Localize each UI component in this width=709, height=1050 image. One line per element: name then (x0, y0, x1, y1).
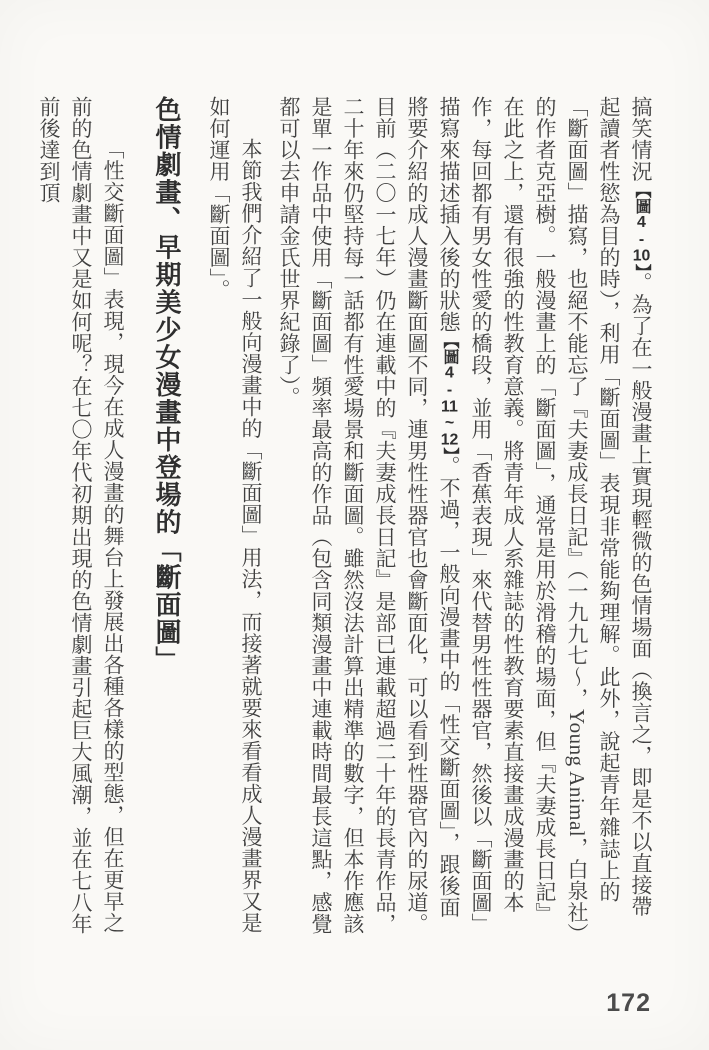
figure-icon: 圖 (441, 348, 458, 365)
figure-ref-4-10 (633, 182, 650, 272)
figure-icon: 圖 (633, 198, 650, 214)
figref-number: 4 (633, 214, 650, 231)
paragraph-2: 本節我們介紹了一般向漫畫中的「斷面圖」用法，而接著就要來看看成人漫畫界又是如何運用「斷面圖」。 (207, 96, 263, 934)
figref-number: 11 (441, 398, 458, 415)
page-number: 172 (606, 989, 651, 1017)
paragraph-text: 。為了在一般漫畫上實現輕微的色情場面（換言之，即是不以直接帶起讀者性慾為目的時），利用「斷面圖」表現非常能夠理解。此外，說起青年雜誌上的「斷面圖」描寫，也絕不能忘了『夫妻成長日記』（一九九七～，Young Animal，白泉社）的作者克亞樹。一般漫畫上的「斷面圖」，通常是用於滑稽的場面，但『夫妻成長日記』在此之上，還有很強的性教育意義。將青年成人系雜誌的性教育要素直接畫成漫畫的本作，每回都有男女性愛的橋段，並用「香蕉表現」來代替男性性器官，然後以「斷面圖」描寫來描述插入後的狀態 (437, 96, 653, 935)
figref-number: 12 (440, 431, 459, 448)
figref-open-bracket: 【 (633, 182, 650, 198)
figref-open-bracket: 【 (441, 332, 458, 349)
figref-tilde: ~ (441, 414, 458, 432)
figref-dash: - (633, 231, 650, 248)
figref-close-bracket: 】 (441, 447, 458, 456)
paragraph-3: 「性交斷面圖」表現，現今在成人漫畫的舞台上發展出各種各樣的型態，但在更早之前的色情劇畫中又是如何呢？在七〇年代初期出現的色情劇畫引起巨大風潮，並在七八年前後達到頂 (37, 96, 125, 935)
figure-ref-4-11-12 (441, 333, 458, 456)
paragraph-text: 搞笑情況 (629, 96, 653, 182)
figref-close-bracket: 】 (633, 264, 650, 272)
vertical-text-area (33, 96, 657, 938)
figref-dash: - (441, 381, 458, 399)
paragraph-1 (273, 96, 657, 938)
paragraph-text: 。不過，一般向漫畫中的「性交斷面圖」，跟後面將要介紹的成人漫畫斷面圖不同，連男性性器官也會斷面化，可以看到性器官內的尿道。目前（二〇一七年）仍在連載中的『夫妻成長日記』是部已連載超過二十年的長青作品，二十年來仍堅持每一話都有性愛場景和斷面圖。雖然沒法計算出精準的數字，但本作應該是單一作品中使用「斷面圖」頻率最高的作品（包含同類漫畫中連載時間最長這點，感覺都可以去申請金氏世界紀錄了）。 (277, 96, 461, 935)
figref-number: 4 (441, 364, 458, 382)
section-heading: 色情劇畫、早期美少女漫畫中登場的「斷面圖」 (152, 96, 182, 674)
figref-number: 10 (632, 248, 651, 264)
